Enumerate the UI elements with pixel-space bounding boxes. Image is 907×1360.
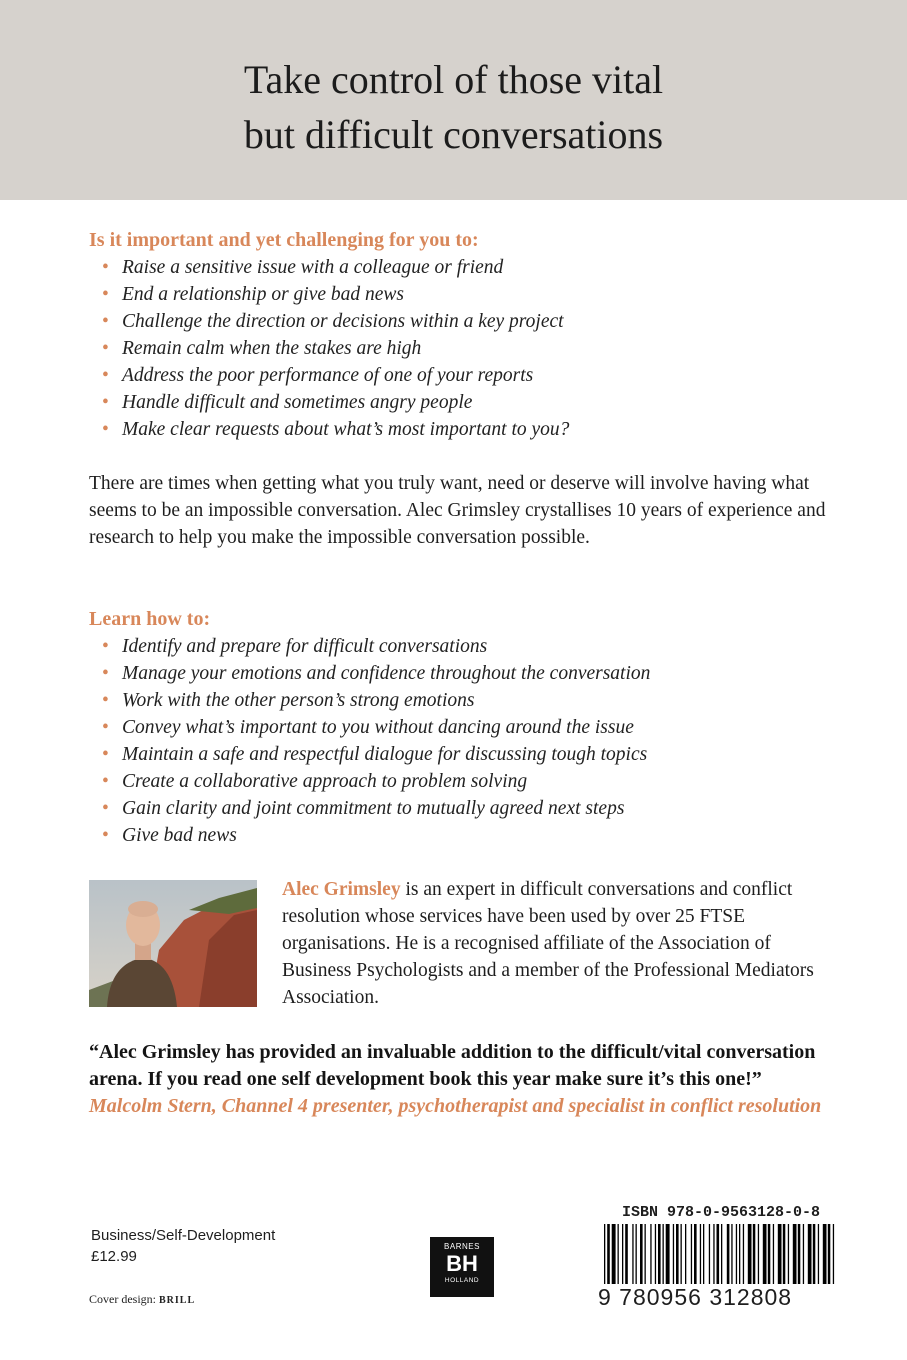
publisher-logo-bottom: HOLLAND bbox=[444, 1277, 480, 1284]
barcode-bar bbox=[691, 1224, 692, 1284]
bullet-icon: • bbox=[102, 636, 109, 657]
barcode-bar bbox=[727, 1224, 730, 1284]
bullet-icon: • bbox=[102, 392, 109, 413]
publisher-logo-mark: BH bbox=[446, 1251, 478, 1276]
barcode-bar bbox=[788, 1224, 789, 1284]
list-item: • Manage your emotions and confidence throughout the conversation bbox=[102, 660, 650, 687]
list-item: • Give bad news bbox=[102, 822, 650, 849]
cover-design-credit bbox=[89, 1291, 195, 1309]
bullet-icon: • bbox=[102, 338, 109, 359]
barcode-bar bbox=[666, 1224, 670, 1284]
list-item: • Gain clarity and joint commitment to mutually agreed next steps bbox=[102, 795, 650, 822]
publisher-logo-top: BARNES bbox=[444, 1242, 480, 1251]
barcode-bar bbox=[793, 1224, 797, 1284]
isbn-barcode bbox=[604, 1224, 838, 1284]
bullet-icon: • bbox=[102, 771, 109, 792]
barcode-bar bbox=[681, 1224, 682, 1284]
list-item: • Raise a sensitive issue with a colleague or friend bbox=[102, 254, 569, 281]
list-item: • Handle difficult and sometimes angry people bbox=[102, 389, 569, 416]
cover-headline bbox=[0, 52, 907, 162]
bullet-icon: • bbox=[102, 663, 109, 684]
bullet-icon: • bbox=[102, 690, 109, 711]
barcode-bar bbox=[773, 1224, 774, 1284]
list-item: • Create a collaborative approach to problem solving bbox=[102, 768, 650, 795]
barcode-bar bbox=[828, 1224, 831, 1284]
book-category: Business/Self-Development bbox=[91, 1227, 276, 1244]
barcode-bar bbox=[703, 1224, 704, 1284]
barcode-bar bbox=[694, 1224, 697, 1284]
barcode-bar bbox=[736, 1224, 737, 1284]
author-name: Alec Grimsley bbox=[282, 879, 401, 900]
barcode-bar bbox=[833, 1224, 834, 1284]
quote-attribution: Malcolm Stern, Channel 4 presenter, psychotherapist and specialist in conflict resolution bbox=[89, 1095, 822, 1117]
author-photo bbox=[89, 880, 257, 1007]
barcode-bar bbox=[685, 1224, 686, 1284]
bullet-icon: • bbox=[102, 284, 109, 305]
list-item: • Challenge the direction or decisions within a key project bbox=[102, 308, 569, 335]
barcode-bar bbox=[655, 1224, 656, 1284]
barcode-bar bbox=[676, 1224, 679, 1284]
barcode-bar bbox=[658, 1224, 661, 1284]
barcode-digits: 9 780956 312808 bbox=[598, 1284, 793, 1310]
author-bio-text: is an expert in difficult conversations and conflict resolution whose services have been used by over 25 FTSE organisations. He is a recognised affiliate of the Association of Business Psychologists and a member of the Professional Mediators Association. bbox=[282, 879, 814, 1008]
barcode-bar bbox=[640, 1224, 643, 1284]
barcode-bar bbox=[622, 1224, 623, 1284]
list-item: • Address the poor performance of one of your reports bbox=[102, 362, 569, 389]
barcode-bar bbox=[731, 1224, 732, 1284]
barcode-bar bbox=[818, 1224, 819, 1284]
bullet-icon: • bbox=[102, 744, 109, 765]
bullet-icon: • bbox=[102, 311, 109, 332]
barcode-bar bbox=[632, 1224, 633, 1284]
price-label: £12.99 bbox=[91, 1248, 137, 1265]
barcode-bar bbox=[813, 1224, 816, 1284]
list-item: • Convey what’s important to you without dancing around the issue bbox=[102, 714, 650, 741]
list-item: • Make clear requests about what’s most important to you? bbox=[102, 416, 569, 443]
credit-label: Cover design: bbox=[89, 1292, 156, 1306]
barcode-bar bbox=[604, 1224, 605, 1284]
barcode-bar bbox=[753, 1224, 756, 1284]
barcode-bar bbox=[709, 1224, 710, 1284]
barcode-bar bbox=[808, 1224, 812, 1284]
headline-line-1: Take control of those vital bbox=[243, 57, 664, 102]
barcode-bar bbox=[607, 1224, 610, 1284]
barcode-bar bbox=[612, 1224, 616, 1284]
barcode-bar bbox=[663, 1224, 664, 1284]
barcode-bar bbox=[673, 1224, 674, 1284]
learn-heading: Learn how to: bbox=[89, 608, 211, 630]
list-item: • Maintain a safe and respectful dialogue for discussing tough topics bbox=[102, 741, 650, 768]
barcode-bar bbox=[713, 1224, 714, 1284]
barcode-bar bbox=[763, 1224, 767, 1284]
intro-heading: Is it important and yet challenging for you to: bbox=[89, 229, 479, 251]
barcode-bar bbox=[700, 1224, 701, 1284]
barcode-bar bbox=[743, 1224, 744, 1284]
barcode-bar bbox=[778, 1224, 782, 1284]
bullet-icon: • bbox=[102, 717, 109, 738]
barcode-bar bbox=[758, 1224, 759, 1284]
barcode-bar bbox=[798, 1224, 801, 1284]
barcode-bar bbox=[650, 1224, 651, 1284]
endorsement-quote bbox=[89, 1039, 824, 1120]
bullet-icon: • bbox=[102, 798, 109, 819]
barcode-bar bbox=[783, 1224, 786, 1284]
barcode-bar bbox=[645, 1224, 646, 1284]
barcode-bar bbox=[803, 1224, 804, 1284]
barcode-bar bbox=[618, 1224, 619, 1284]
isbn-label: ISBN 978-0-9563128-0-8 bbox=[621, 1204, 821, 1221]
headline-line-2: but difficult conversations bbox=[243, 112, 664, 157]
author-bio bbox=[282, 876, 822, 1011]
description-paragraph: There are times when getting what you truly want, need or deserve will involve having what seems to be an impossible conversation. Alec Grimsley crystallises 10 years of experience and research to help you make the impossible conversation possible. bbox=[89, 473, 826, 548]
quote-text: “Alec Grimsley has provided an invaluable addition to the difficult/vital conversation arena. If you read one self development book this year make sure it’s this one!” bbox=[89, 1041, 816, 1090]
barcode-bar bbox=[748, 1224, 752, 1284]
intro-bullet-list bbox=[102, 254, 569, 443]
bullet-icon: • bbox=[102, 825, 109, 846]
bullet-icon: • bbox=[102, 257, 109, 278]
barcode-bar bbox=[823, 1224, 827, 1284]
publisher-logo bbox=[430, 1237, 494, 1297]
learn-bullet-list bbox=[102, 633, 650, 849]
credit-name: BRILL bbox=[159, 1295, 196, 1306]
barcode-bar bbox=[625, 1224, 628, 1284]
list-item: • Identify and prepare for difficult conversations bbox=[102, 633, 650, 660]
list-item: • Remain calm when the stakes are high bbox=[102, 335, 569, 362]
bullet-icon: • bbox=[102, 419, 109, 440]
barcode-bar bbox=[768, 1224, 771, 1284]
list-item: • End a relationship or give bad news bbox=[102, 281, 569, 308]
barcode-bar bbox=[739, 1224, 740, 1284]
bullet-icon: • bbox=[102, 365, 109, 386]
barcode-bar bbox=[721, 1224, 722, 1284]
barcode-bar bbox=[636, 1224, 637, 1284]
barcode-bar bbox=[717, 1224, 720, 1284]
list-item: • Work with the other person’s strong emotions bbox=[102, 687, 650, 714]
